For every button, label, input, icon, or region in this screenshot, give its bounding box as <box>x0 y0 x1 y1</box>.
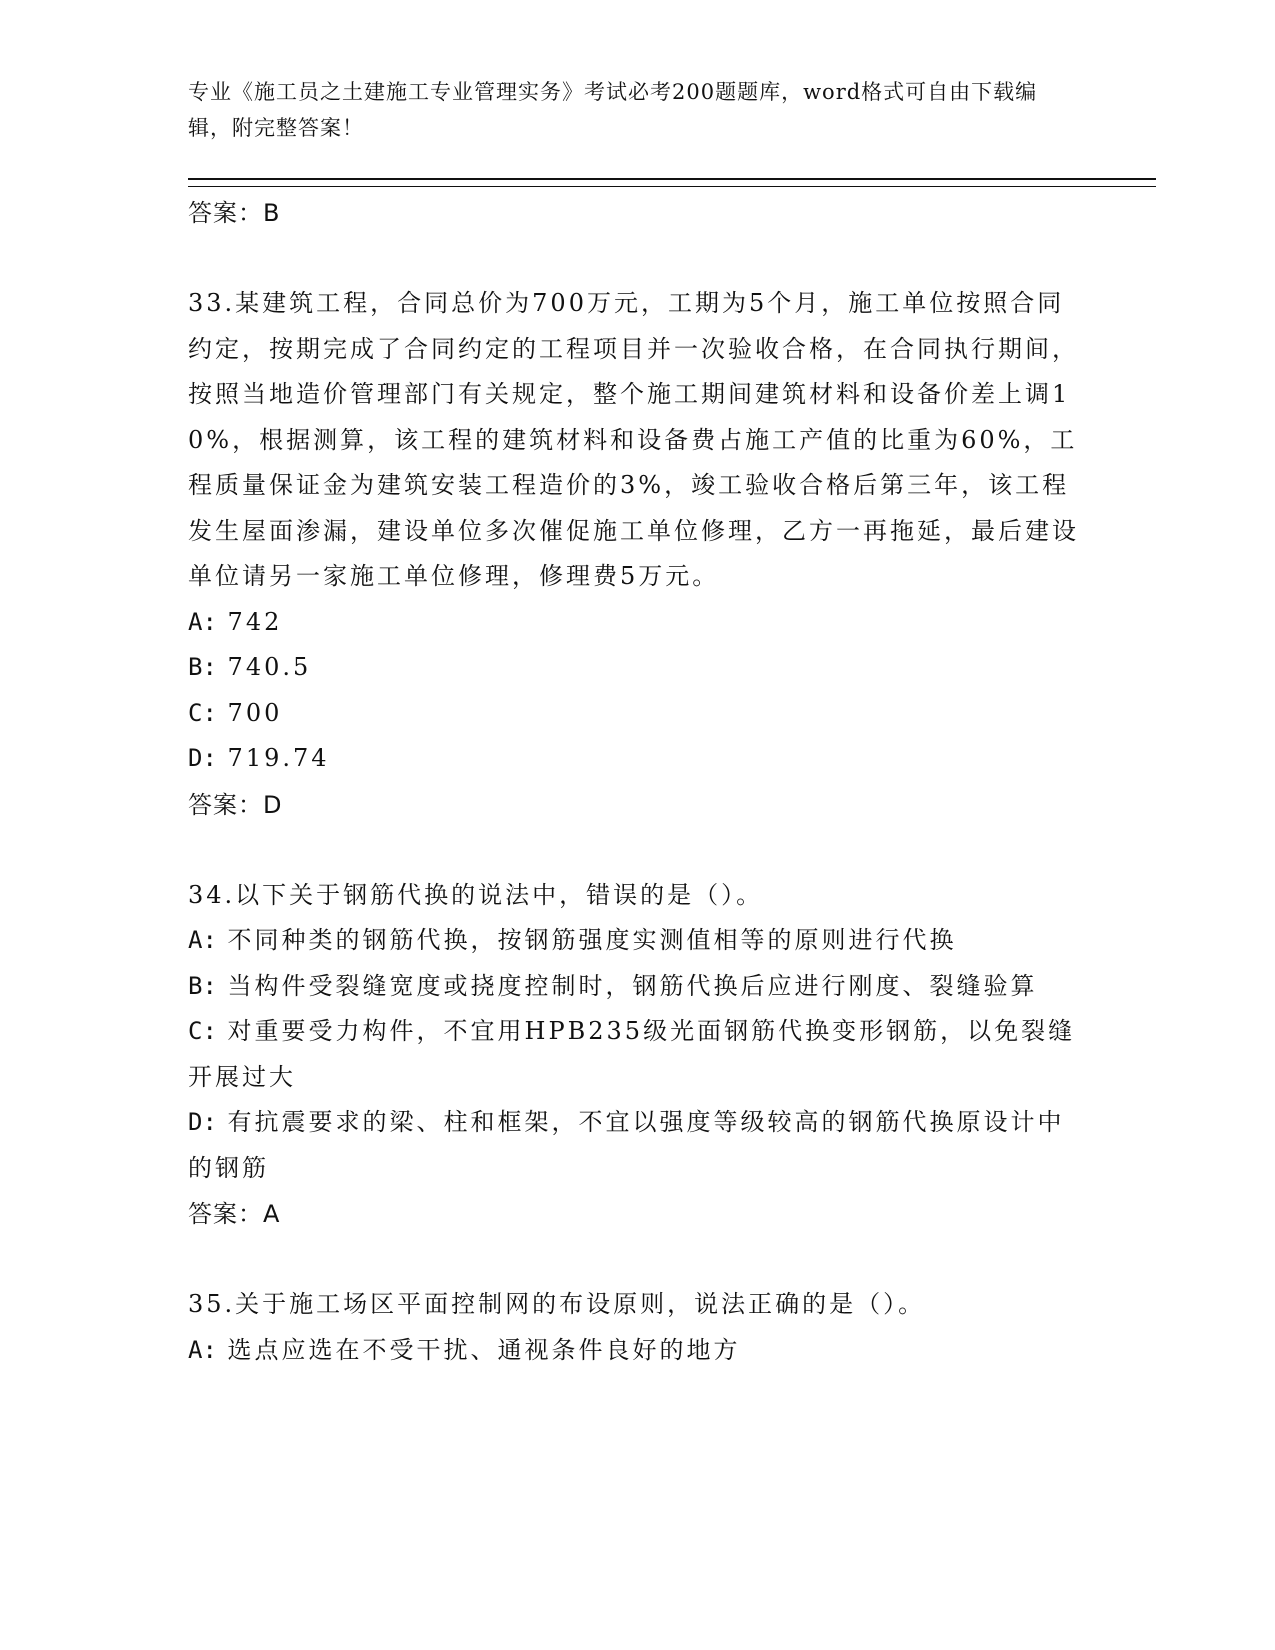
option-text: 719.74 <box>227 744 330 772</box>
option-c <box>188 691 1083 737</box>
option-label: D: <box>188 744 217 772</box>
option-d <box>188 1100 1083 1191</box>
option-label: B: <box>188 653 217 681</box>
option-label: A: <box>188 926 217 954</box>
answer-line: 答案：D <box>188 790 283 819</box>
option-label: C: <box>188 698 217 727</box>
header-text: 专业《施工员之土建施工专业管理实务》考试必考200题题库，word格式可自由下载编辑，附完整答案！ <box>188 80 1038 140</box>
option-c <box>188 1009 1083 1100</box>
option-a <box>188 918 1083 964</box>
option-label: A: <box>188 1335 217 1364</box>
option-a <box>188 1328 1083 1374</box>
page-header <box>188 74 1068 146</box>
option-text: 742 <box>227 607 283 636</box>
question-text: 33.某建筑工程，合同总价为700万元，工期为5个月，施工单位按照合同约定，按期完成了合同约定的工程项目并一次验收合格，在合同执行期间，按照当地造价管理部门有关规定，整个施工期间建筑材料和设备价差上调10%，根据测算，该工程的建筑材料和设备费占施工产值的比重为60%，工程质量保证金为建筑安装工程造价的3%，竣工验收合格后第三年，该工程发生屋面渗漏，建设单位多次催促施工单位修理，乙方一再拖延，最后建设单位请另一家施工单位修理，修理费5万元。 <box>188 289 1079 590</box>
option-text: 当构件受裂缝宽度或挠度控制时，钢筋代换后应进行刚度、裂缝验算 <box>227 971 1038 1000</box>
option-label: D: <box>188 1108 217 1136</box>
document-body <box>188 190 1083 1373</box>
option-text: 有抗震要求的梁、柱和框架，不宜以强度等级较高的钢筋代换原设计中的钢筋 <box>188 1108 1065 1182</box>
question-text: 35.关于施工场区平面控制网的布设原则，说法正确的是（）。 <box>188 1290 926 1318</box>
option-b <box>188 964 1083 1010</box>
answer-line: 答案：B <box>188 199 281 227</box>
question-34 <box>188 873 1083 1238</box>
option-label: A: <box>188 607 217 636</box>
option-text: 700 <box>227 698 283 727</box>
option-text: 740.5 <box>227 653 312 681</box>
question-33 <box>188 281 1083 828</box>
option-b <box>188 645 1083 691</box>
option-text: 对重要受力构件，不宜用HPB235级光面钢筋代换变形钢筋，以免裂缝开展过大 <box>188 1017 1076 1091</box>
question-text: 34.以下关于钢筋代换的说法中，错误的是（）。 <box>188 880 764 909</box>
option-d <box>188 736 1083 782</box>
question-35 <box>188 1282 1083 1373</box>
header-divider <box>188 178 1156 187</box>
option-text: 不同种类的钢筋代换，按钢筋强度实测值相等的原则进行代换 <box>227 926 957 954</box>
option-label: C: <box>188 1017 217 1045</box>
option-a <box>188 600 1083 646</box>
answer-line: 答案：A <box>188 1200 281 1228</box>
option-text: 选点应选在不受干扰、通视条件良好的地方 <box>227 1335 741 1364</box>
option-label: B: <box>188 971 217 1000</box>
